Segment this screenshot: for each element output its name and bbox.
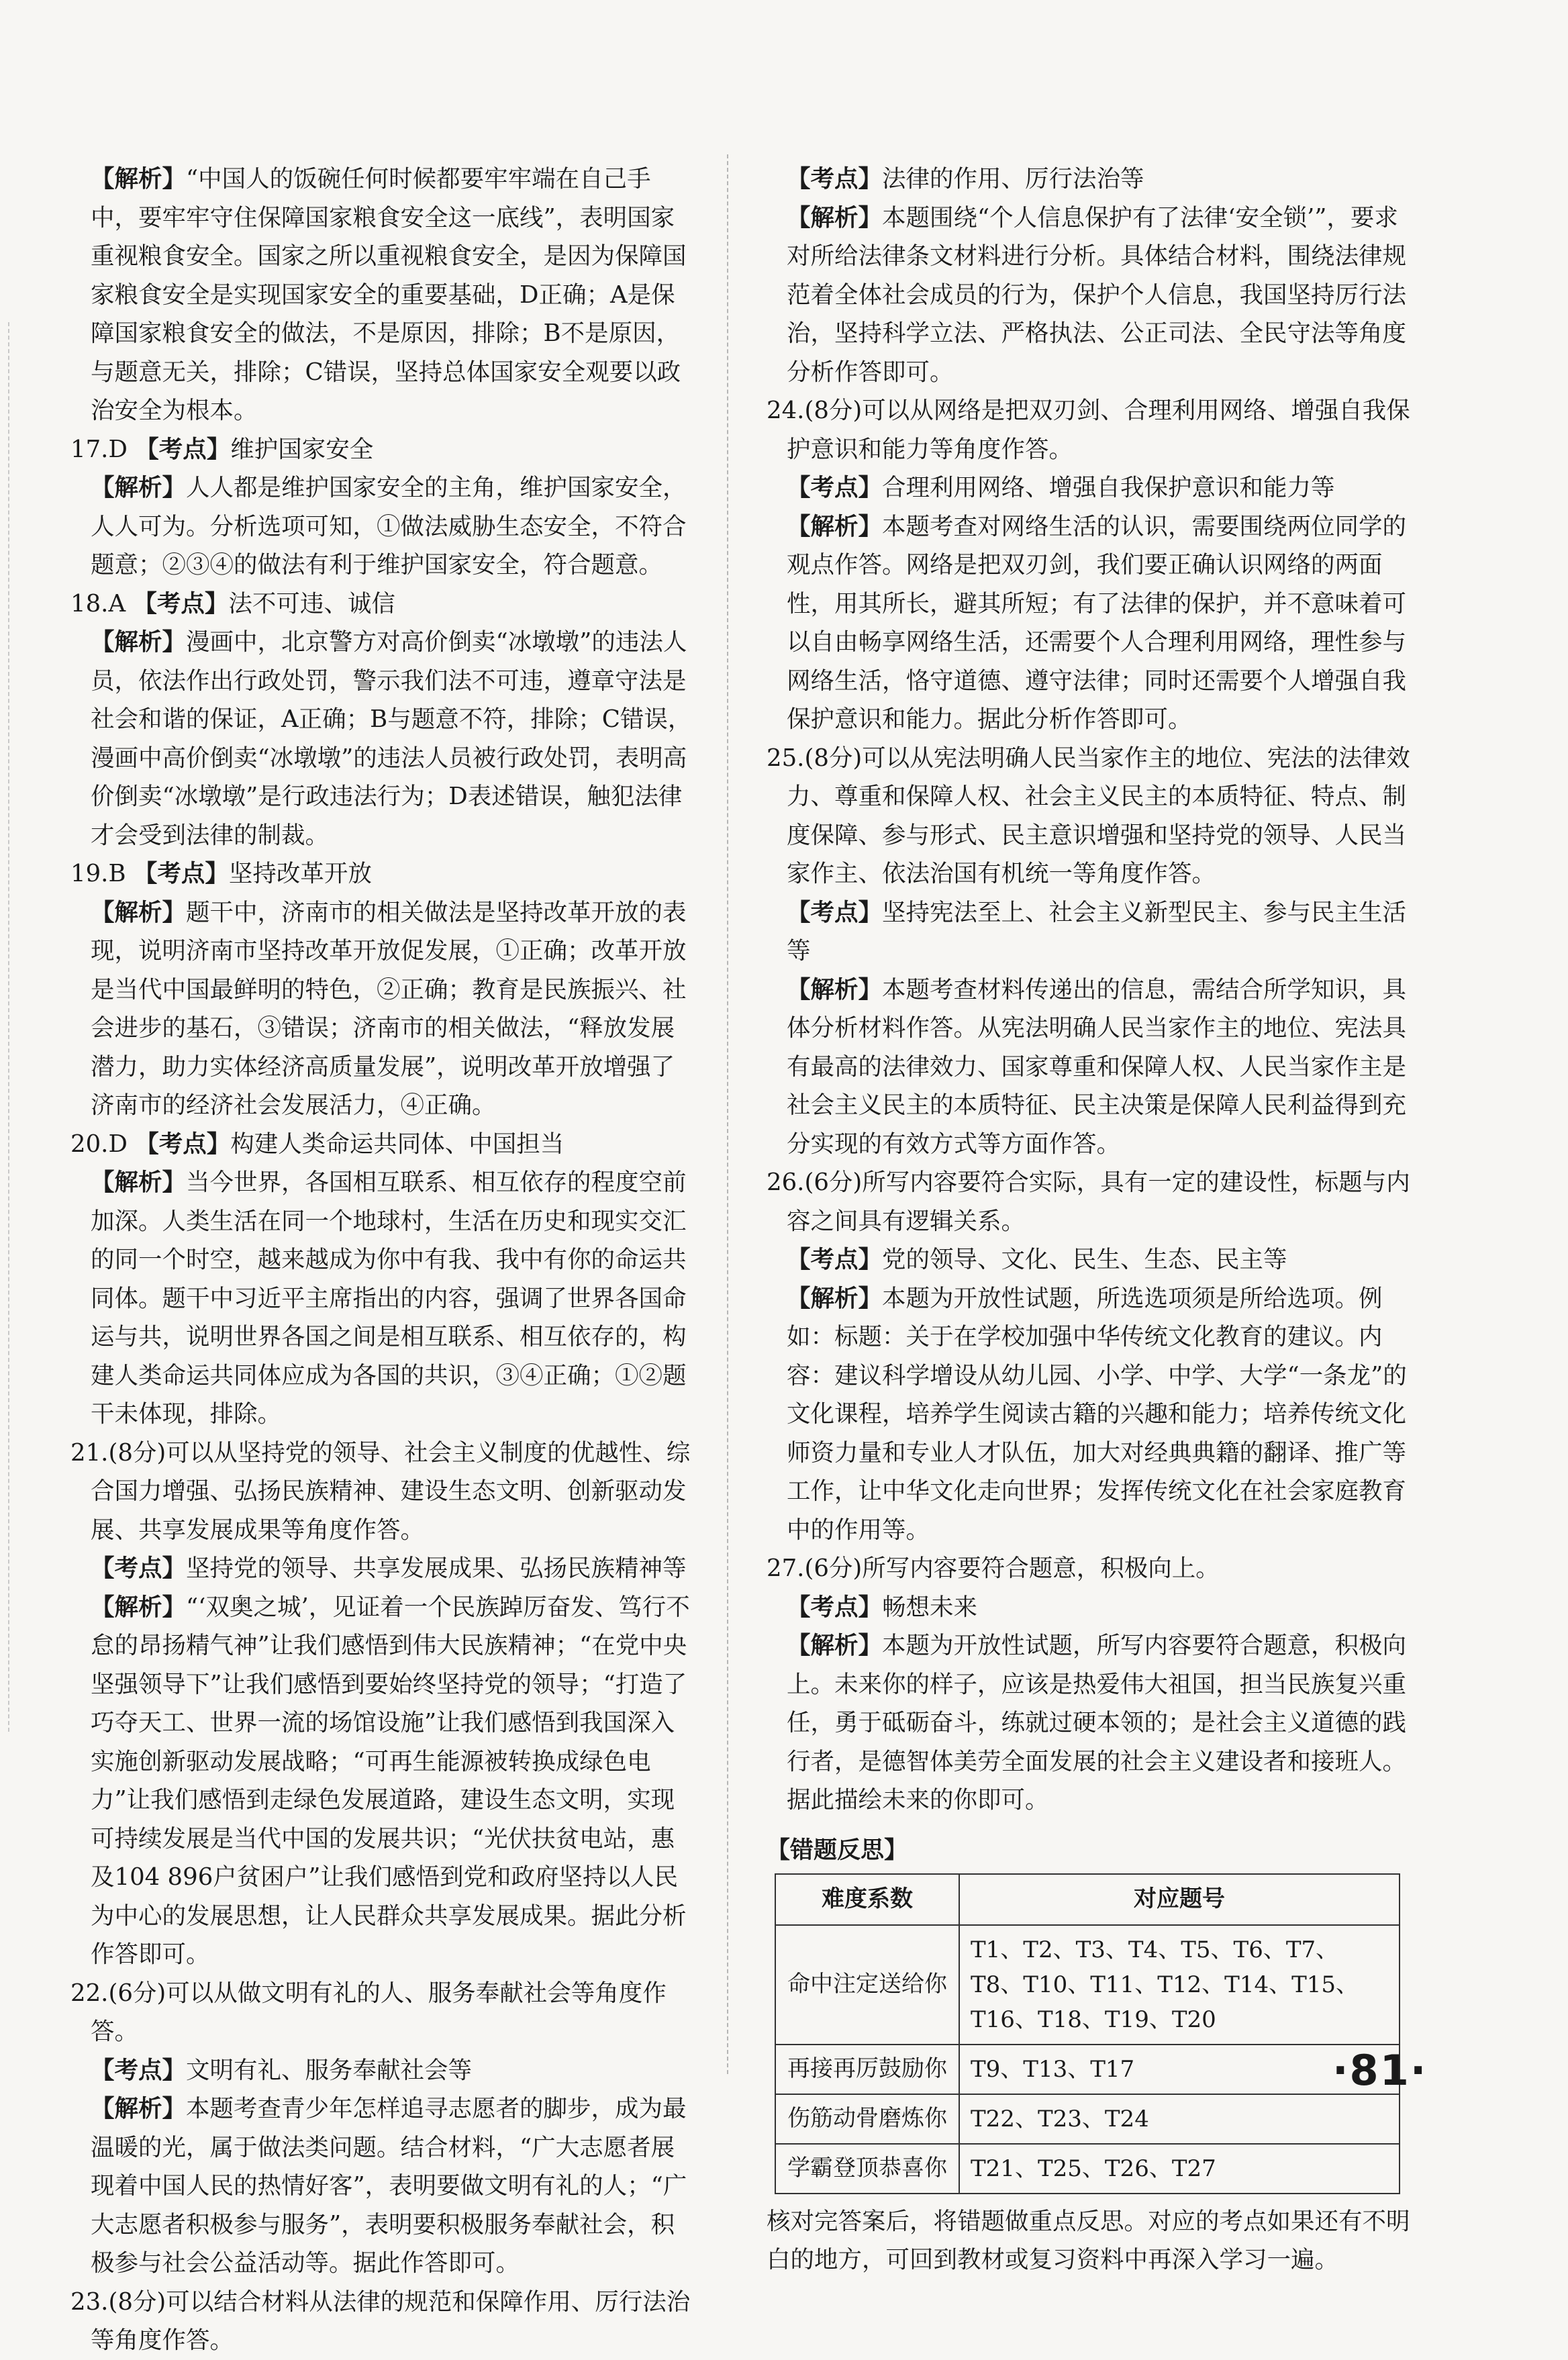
kaodian-text: 畅想未来 <box>882 1593 978 1621</box>
answer-number: 27. <box>767 1555 805 1582</box>
answer-item-23-cont <box>767 160 1416 391</box>
jiexi-label: 【解析】 <box>91 898 187 926</box>
kaodian-label: 【考点】 <box>787 474 883 501</box>
answer-item-18 <box>70 585 695 855</box>
kaodian-label: 【考点】 <box>787 165 883 193</box>
difficulty-cell: 伤筋动骨磨炼你 <box>775 2094 959 2144</box>
jiexi-text: 当今世界，各国相互联系、相互依存的程度空前加深。人类生活在同一个地球村，生活在历史和现实交汇的同一个时空，越来越成为你中有我、我中有你的命运共同体。题干中习近平主席指出的内容，强调了世界各国命运与共，说明世界各国之间是相互联系、相互依存的，构建人类命运共同体应成为各国的共识，③④正确；①②题干未体现，排除。 <box>91 1169 687 1428</box>
jiexi-label: 【解析】 <box>787 512 883 540</box>
answer-text: (6分)所写内容要符合题意，积极向上。 <box>804 1555 1220 1582</box>
page-number: ·81· <box>1332 2046 1428 2095</box>
table-row <box>775 2144 1400 2194</box>
answer-number: 22. <box>70 1979 109 2007</box>
answer-text: (8分)可以结合材料从法律的规范和保障作用、厉行法治等角度作答。 <box>91 2288 691 2354</box>
jiexi-label: 【解析】 <box>91 474 187 501</box>
kaodian-text: 维护国家安全 <box>230 435 374 463</box>
difficulty-cell: 命中注定送给你 <box>775 1925 959 2045</box>
answer-number: 26. <box>767 1169 805 1196</box>
answer-item-16-jiexi <box>70 160 695 430</box>
kaodian-label: 【考点】 <box>91 2056 187 2084</box>
answer-text: (6分)可以从做文明有礼的人、服务奉献社会等角度作答。 <box>91 1979 667 2045</box>
review-note: 核对完答案后，将错题做重点反思。对应的考点如果还有不明白的地方，可回到教材或复习资料中再深入学习一遍。 <box>767 2207 1410 2273</box>
jiexi-label: 【解析】 <box>787 975 883 1003</box>
answer-number: 24. <box>767 397 805 424</box>
jiexi-label: 【解析】 <box>787 1632 883 1659</box>
jiexi-label: 【解析】 <box>91 1593 187 1621</box>
jiexi-text: 人人都是维护国家安全的主角，维护国家安全，人人可为。分析选项可知，①做法威胁生态安全，不符合题意；②③④的做法有利于维护国家安全，符合题意。 <box>91 474 687 579</box>
binding-edge-line <box>8 322 9 1732</box>
kaodian-label: 【考点】 <box>787 898 883 926</box>
kaodian-label: 【考点】 <box>135 1130 231 1158</box>
answer-item-19 <box>70 854 695 1125</box>
difficulty-cell: 学霸登顶恭喜你 <box>775 2144 959 2194</box>
kaodian-label: 【考点】 <box>133 589 229 618</box>
jiexi-text: 本题考查材料传递出的信息，需结合所学知识，具体分析材料作答。从宪法明确人民当家作主的地位、宪法具有最高的法律效力、国家尊重和保障人权、人民当家作主是社会主义民主的本质特征、民主决策是保障人民利益得到充分实现的有效方式等方面作答。 <box>787 975 1407 1158</box>
jiexi-label: 【解析】 <box>91 1169 187 1196</box>
header-difficulty: 难度系数 <box>775 1874 959 1925</box>
difficulty-cell: 再接再厉鼓励你 <box>775 2045 959 2094</box>
question-numbers-cell: T9、T13、T17 <box>959 2045 1400 2094</box>
answer-number: 19.B <box>70 860 126 887</box>
answer-item-23 <box>70 2283 695 2360</box>
answer-number: 18.A <box>70 589 126 618</box>
review-table <box>775 1873 1400 2194</box>
answer-text: (8分)可以从坚持党的领导、社会主义制度的优越性、综合国力增强、弘扬民族精神、建设生态文明、创新驱动发展、共享发展成果等角度作答。 <box>91 1438 691 1544</box>
review-section-title: 【错题反思】 <box>767 1836 908 1864</box>
jiexi-text: “‘双奥之城’，见证着一个民族踔厉奋发、笃行不怠的昂扬精气神”让我们感悟到伟大民族精神；“在党中央坚强领导下”让我们感悟到要始终坚持党的领导；“打造了巧夺天工、世界一流的场馆设施”让我们感悟到我国深入实施创新驱动发展战略；“可再生能源被转换成绿色电力”让我们感悟到走绿色发展道路，建设生态文明，实现可持续发展是当代中国的发展共识；“光伏扶贫电站，惠及104 896户贫困户”让我们感悟到党和政府坚持以人民为中心的发展思想，让人民群众共享发展成果。据此分析作答即可。 <box>91 1593 690 1968</box>
answer-number: 17.D <box>70 435 128 463</box>
jiexi-text: 本题为开放性试题，所选选项须是所给选项。例如：标题：关于在学校加强中华传统文化教育的建议。内容：建议科学增设从幼儿园、小学、中学、大学“一条龙”的文化课程，培养学生阅读古籍的兴趣和能力；培养传统文化师资力量和专业人才队伍，加大对经典典籍的翻译、推广等工作，让中华文化走向世界；发挥传统文化在社会家庭教育中的作用等。 <box>787 1284 1407 1544</box>
kaodian-label: 【考点】 <box>787 1246 883 1273</box>
table-row <box>775 2045 1400 2094</box>
kaodian-text: 法不可违、诚信 <box>228 589 395 618</box>
answer-number: 20.D <box>70 1130 128 1158</box>
kaodian-label: 【考点】 <box>135 435 231 463</box>
kaodian-label: 【考点】 <box>787 1593 883 1621</box>
answer-number: 23. <box>70 2288 109 2316</box>
column-divider <box>727 154 728 2074</box>
kaodian-text: 文明有礼、服务奉献社会等 <box>186 2056 473 2084</box>
answer-text: (8分)可以从网络是把双刃剑、合理利用网络、增强自我保护意识和能力等角度作答。 <box>787 397 1410 463</box>
jiexi-text: 本题为开放性试题，所写内容要符合题意，积极向上。未来你的样子，应该是热爱伟大祖国，担当民族复兴重任，勇于砥砺奋斗，练就过硬本领的；是社会主义道德的践行者，是德智体美劳全面发展的社会主义建设者和接班人。据此描绘未来的你即可。 <box>787 1632 1407 1814</box>
jiexi-label: 【解析】 <box>91 2095 187 2122</box>
answer-item-25 <box>767 739 1416 1164</box>
header-question-numbers: 对应题号 <box>959 1874 1400 1925</box>
kaodian-text: 合理利用网络、增强自我保护意识和能力等 <box>882 474 1335 501</box>
answer-text: (8分)可以从宪法明确人民当家作主的地位、宪法的法律效力、尊重和保障人权、社会主义民主的本质特征、特点、制度保障、参与形式、民主意识增强和坚持党的领导、人民当家作主、依法治国有机统一等角度作答。 <box>787 744 1410 887</box>
kaodian-text: 构建人类命运共同体、中国担当 <box>230 1130 565 1158</box>
kaodian-label: 【考点】 <box>133 860 229 887</box>
answer-item-17 <box>70 430 695 585</box>
answer-number: 25. <box>767 744 805 772</box>
answer-item-27 <box>767 1549 1416 1820</box>
jiexi-label: 【解析】 <box>91 628 187 656</box>
jiexi-text: “中国人的饭碗任何时候都要牢牢端在自己手中，要牢牢守住保障国家粮食安全这一底线”，表明国家重视粮食安全。国家之所以重视粮食安全，是因为保障国家粮食安全是实现国家安全的重要基础，D正确；A是保障国家粮食安全的做法，不是原因，排除；B不是原因，与题意无关，排除；C错误，坚持总体国家安全观要以政治安全为根本。 <box>91 165 687 424</box>
jiexi-text: 本题考查青少年怎样追寻志愿者的脚步，成为最温暖的光，属于做法类问题。结合材料，“广大志愿者展现着中国人民的热情好客”，表明要做文明有礼的人；“广大志愿者积极参与服务”，表明要积极服务奉献社会，积极参与社会公益活动等。据此作答即可。 <box>91 2095 687 2277</box>
question-numbers-cell: T22、T23、T24 <box>959 2094 1400 2144</box>
jiexi-text: 题干中，济南市的相关做法是坚持改革开放的表现，说明济南市坚持改革开放促发展，①正确；改革开放是当代中国最鲜明的特色，②正确；教育是民族振兴、社会进步的基石，③错误；济南市的相关做法，“释放发展潜力，助力实体经济高质量发展”，说明改革开放增强了济南市的经济社会发展活力，④正确。 <box>91 898 687 1119</box>
answer-item-22 <box>70 1974 695 2283</box>
answer-number: 21. <box>70 1438 109 1467</box>
question-numbers-cell: T1、T2、T3、T4、T5、T6、T7、T8、T10、T11、T12、T14、T15、T16、T18、T19、T20 <box>959 1925 1400 2045</box>
table-row <box>775 2094 1400 2144</box>
jiexi-text: 本题考查对网络生活的认识，需要围绕两位同学的观点作答。网络是把双刃剑，我们要正确认识网络的两面性，用其所长，避其所短；有了法律的保护，并不意味着可以自由畅享网络生活，还需要个人合理利用网络，理性参与网络生活，恪守道德、遵守法律；同时还需要个人增强自我保护意识和能力。据此分析作答即可。 <box>787 512 1407 733</box>
jiexi-label: 【解析】 <box>787 1284 883 1312</box>
kaodian-label: 【考点】 <box>91 1555 187 1582</box>
left-column <box>70 160 695 2360</box>
answer-item-21 <box>70 1434 695 1974</box>
right-column <box>767 160 1416 2279</box>
question-numbers-cell: T21、T25、T26、T27 <box>959 2144 1400 2194</box>
answer-item-26 <box>767 1163 1416 1549</box>
jiexi-label: 【解析】 <box>787 203 883 232</box>
kaodian-text: 坚持改革开放 <box>228 860 372 887</box>
kaodian-text: 法律的作用、厉行法治等 <box>882 165 1144 193</box>
answer-text: (6分)所写内容要符合实际，具有一定的建设性，标题与内容之间具有逻辑关系。 <box>787 1169 1410 1235</box>
jiexi-text: 本题围绕“个人信息保护有了法律‘安全锁’”，要求对所给法律条文材料进行分析。具体结合材料，围绕法律规范着全体社会成员的行为，保护个人信息，我国坚持厉行法治，坚持科学立法、严格执法、公正司法、全民守法等角度分析作答即可。 <box>787 203 1407 386</box>
kaodian-text: 党的领导、文化、民生、生态、民主等 <box>882 1246 1287 1273</box>
jiexi-label: 【解析】 <box>91 165 187 193</box>
jiexi-text: 漫画中，北京警方对高价倒卖“冰墩墩”的违法人员，依法作出行政处罚，警示我们法不可违，遵章守法是社会和谐的保证，A正确；B与题意不符，排除；C错误，漫画中高价倒卖“冰墩墩”的违法人员被行政处罚，表明高价倒卖“冰墩墩”是行政违法行为；D表述错误，触犯法律才会受到法律的制裁。 <box>91 628 692 849</box>
review-table-header-row <box>775 1874 1400 1925</box>
answer-item-20 <box>70 1125 695 1434</box>
answer-item-24 <box>767 391 1416 739</box>
kaodian-text: 坚持宪法至上、社会主义新型民主、参与民主生活等 <box>787 898 1407 965</box>
kaodian-text: 坚持党的领导、共享发展成果、弘扬民族精神等 <box>186 1555 687 1582</box>
table-row <box>775 1925 1400 2045</box>
